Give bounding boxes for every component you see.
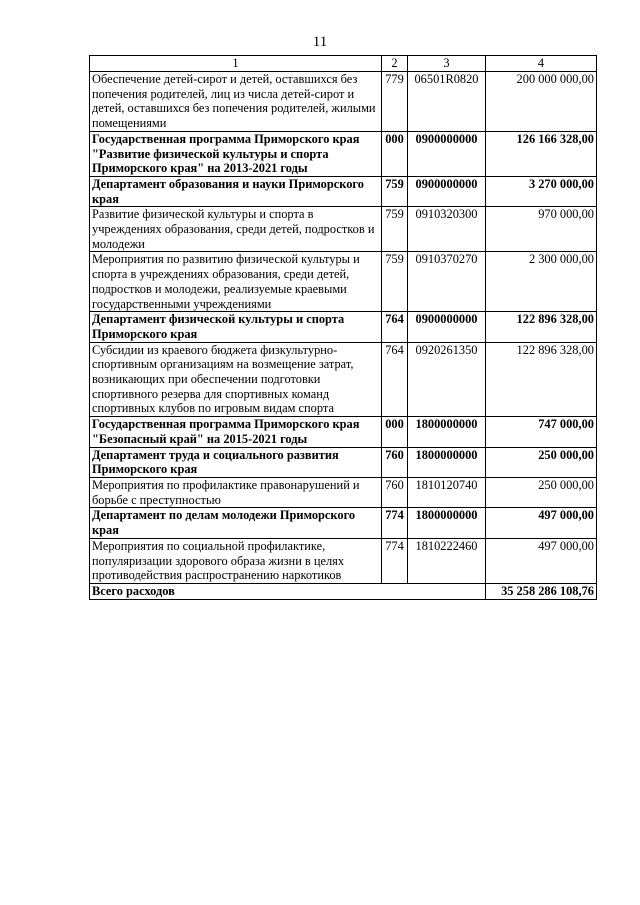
table-row: [90, 312, 597, 342]
total-amount: 35 258 286 108,76: [486, 583, 597, 599]
row-dept-code: 774: [382, 508, 408, 538]
row-amount: 250 000,00: [486, 477, 597, 507]
table-row: [90, 131, 597, 176]
row-dept-code: 759: [382, 252, 408, 312]
row-target-code: 0920261350: [408, 342, 486, 417]
row-target-code: 1810222460: [408, 538, 486, 583]
page-number: 11: [312, 34, 328, 50]
column-header: 4: [486, 56, 597, 72]
row-amount: 747 000,00: [486, 417, 597, 447]
table-body: [90, 72, 597, 584]
table-row: [90, 477, 597, 507]
row-name: Департамент физической культуры и спорта Приморского края: [90, 312, 382, 342]
row-amount: 122 896 328,00: [486, 342, 597, 417]
row-target-code: 1810120740: [408, 477, 486, 507]
row-amount: 250 000,00: [486, 447, 597, 477]
total-row: [90, 583, 597, 599]
row-amount: 200 000 000,00: [486, 72, 597, 132]
row-target-code: 06501R0820: [408, 72, 486, 132]
row-name: Департамент труда и социального развития Приморского края: [90, 447, 382, 477]
row-dept-code: 760: [382, 447, 408, 477]
row-dept-code: 764: [382, 342, 408, 417]
column-header: 3: [408, 56, 486, 72]
row-target-code: 0900000000: [408, 312, 486, 342]
row-target-code: 0900000000: [408, 131, 486, 176]
row-name: Мероприятия по профилактике правонарушений и борьбе с преступностью: [90, 477, 382, 507]
row-name: Департамент образования и науки Приморского края: [90, 176, 382, 206]
row-dept-code: 000: [382, 417, 408, 447]
table-row: [90, 342, 597, 417]
row-target-code: 0900000000: [408, 176, 486, 206]
row-name: Мероприятия по социальной профилактике, популяризации здорового образа жизни в целях противодействия распространению наркотиков: [90, 538, 382, 583]
row-amount: 970 000,00: [486, 207, 597, 252]
row-name: Развитие физической культуры и спорта в учреждениях образования, среди детей, подростков и молодежи: [90, 207, 382, 252]
table-row: [90, 252, 597, 312]
row-target-code: 0910370270: [408, 252, 486, 312]
total-label: Всего расходов: [90, 583, 486, 599]
row-amount: 497 000,00: [486, 538, 597, 583]
budget-table: [89, 55, 597, 600]
table-row: [90, 72, 597, 132]
row-amount: 2 300 000,00: [486, 252, 597, 312]
row-target-code: 1800000000: [408, 447, 486, 477]
column-header: 2: [382, 56, 408, 72]
row-name: Субсидии из краевого бюджета физкультурно-спортивным организациям на возмещение затрат, возникающих при обеспечении подготовки спортивного резерва для спортивных команд спортивных клубов по игровым видам спорта: [90, 342, 382, 417]
row-amount: 126 166 328,00: [486, 131, 597, 176]
row-target-code: 0910320300: [408, 207, 486, 252]
row-dept-code: 764: [382, 312, 408, 342]
row-amount: 3 270 000,00: [486, 176, 597, 206]
row-target-code: 1800000000: [408, 508, 486, 538]
row-name: Государственная программа Приморского края "Безопасный край" на 2015-2021 годы: [90, 417, 382, 447]
table-row: [90, 447, 597, 477]
row-dept-code: 000: [382, 131, 408, 176]
row-name: Государственная программа Приморского края "Развитие физической культуры и спорта Приморского края" на 2013-2021 годы: [90, 131, 382, 176]
row-dept-code: 759: [382, 207, 408, 252]
table-row: [90, 176, 597, 206]
table-row: [90, 508, 597, 538]
row-name: Обеспечение детей-сирот и детей, оставшихся без попечения родителей, лиц из числа детей-сирот и детей, оставшихся без попечения родителей, жилыми помещениями: [90, 72, 382, 132]
table-row: [90, 538, 597, 583]
row-target-code: 1800000000: [408, 417, 486, 447]
header-row: [90, 56, 597, 72]
row-dept-code: 760: [382, 477, 408, 507]
row-amount: 122 896 328,00: [486, 312, 597, 342]
row-name: Мероприятия по развитию физической культуры и спорта в учреждениях образования, среди детей, подростков и молодежи, реализуемые краевыми государственными учреждениями: [90, 252, 382, 312]
column-header: 1: [90, 56, 382, 72]
row-dept-code: 779: [382, 72, 408, 132]
row-amount: 497 000,00: [486, 508, 597, 538]
row-dept-code: 774: [382, 538, 408, 583]
row-name: Департамент по делам молодежи Приморского края: [90, 508, 382, 538]
table-row: [90, 417, 597, 447]
row-dept-code: 759: [382, 176, 408, 206]
table-row: [90, 207, 597, 252]
